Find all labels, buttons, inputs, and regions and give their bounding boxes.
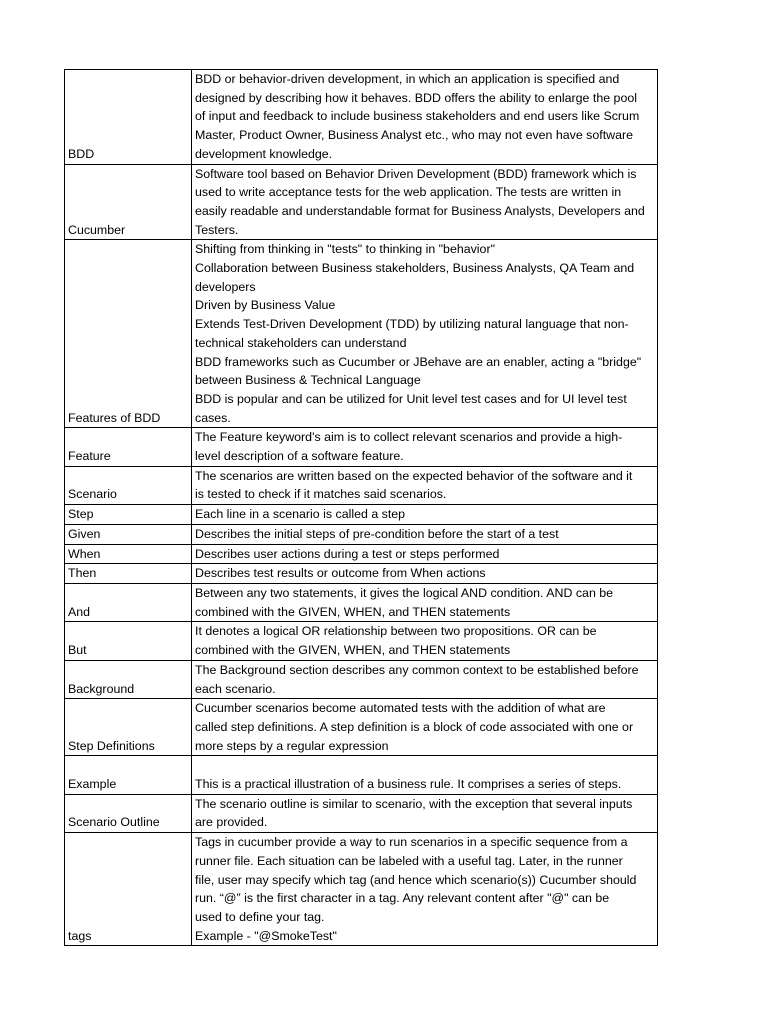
description-line: file, user may specify which tag (and hence which scenario(s)) Cucumber should [195,872,637,887]
glossary-table [64,69,658,946]
term-cell: tags [65,833,192,946]
description-line: designed by describing how it behaves. BDD offers the ability to enlarge the pool [195,90,637,105]
table-row [65,544,658,564]
table-row [65,240,658,428]
description-line: BDD is popular and can be utilized for Unit level test cases and for UI level test [195,391,627,406]
term-cell: And [65,583,192,621]
description-line: The Background section describes any common context to be established before [195,662,639,677]
term-cell: Example [65,756,192,794]
description-cell [192,622,658,660]
description-line: more steps by a regular expression [195,738,389,753]
description-line: Describes test results or outcome from When actions [195,566,486,581]
description-line: combined with the GIVEN, WHEN, and THEN statements [195,643,511,658]
description-line: Between any two statements, it gives the logical AND condition. AND can be [195,585,614,600]
description-line: between Business & Technical Language [195,373,421,388]
term-cell: Background [65,660,192,698]
description-cell [192,524,658,544]
description-line: each scenario. [195,681,276,696]
description-line: Software tool based on Behavior Driven Development (BDD) framework which is [195,166,637,181]
term-cell: But [65,622,192,660]
glossary-table-body [65,70,658,946]
description-line: used to define your tag. [195,909,325,924]
description-line: run. “@” is the first character in a tag. Any relevant content after "@" can be [195,891,610,906]
description-line: level description of a software feature. [195,449,404,464]
description-cell [192,833,658,946]
description-cell [192,544,658,564]
description-line: Cucumber scenarios become automated tests with the addition of what are [195,701,606,716]
description-line: This is a practical illustration of a business rule. It comprises a series of steps. [195,777,622,792]
description-line: Extends Test-Driven Development (TDD) by utilizing natural language that non- [195,317,629,332]
description-cell [192,699,658,756]
description-line: easily readable and understandable format for Business Analysts, Developers and [195,203,645,218]
description-cell [192,428,658,466]
table-row [65,428,658,466]
description-cell [192,164,658,240]
table-row [65,524,658,544]
term-cell: Given [65,524,192,544]
description-line: Testers. [195,222,239,237]
description-line: BDD or behavior-driven development, in which an application is specified and [195,72,620,86]
description-cell [192,240,658,428]
description-line: The scenario outline is similar to scenario, with the exception that several inputs [195,796,633,811]
term-cell: Step [65,505,192,525]
description-line: cases. [195,410,231,425]
description-line: BDD frameworks such as Cucumber or JBehave are an enabler, acting a "bridge" [195,354,642,369]
description-line [195,756,654,775]
table-row [65,505,658,525]
table-row [65,70,658,165]
table-row [65,164,658,240]
description-line: combined with the GIVEN, WHEN, and THEN statements [195,604,511,619]
table-row [65,699,658,756]
term-cell: Cucumber [65,164,192,240]
table-row [65,583,658,621]
table-row [65,660,658,698]
description-line: Master, Product Owner, Business Analyst etc., who may not even have software [195,128,634,143]
table-row [65,622,658,660]
term-cell: Then [65,564,192,584]
table-row [65,833,658,946]
description-line: Tags in cucumber provide a way to run scenarios in a specific sequence from a [195,835,628,850]
description-cell [192,660,658,698]
term-cell: Step Definitions [65,699,192,756]
description-line: The Feature keyword's aim is to collect relevant scenarios and provide a high- [195,430,623,445]
description-line: developers [195,279,256,294]
term-cell: Scenario Outline [65,794,192,832]
description-cell [192,70,658,165]
description-cell [192,564,658,584]
description-line: It denotes a logical OR relationship between two propositions. OR can be [195,624,597,639]
description-line: Driven by Business Value [195,298,336,313]
table-row [65,564,658,584]
term-cell: When [65,544,192,564]
description-cell [192,505,658,525]
description-line: Shifting from thinking in "tests" to thinking in "behavior" [195,242,495,257]
term-cell: Scenario [65,466,192,504]
description-line: Example - "@SmokeTest" [195,928,337,943]
description-cell [192,756,658,794]
term-cell: BDD [65,70,192,165]
description-line: called step definitions. A step definition is a block of code associated with one or [195,719,634,734]
description-line: used to write acceptance tests for the web application. The tests are written in [195,185,622,200]
description-line: technical stakeholders can understand [195,335,407,350]
description-line: development knowledge. [195,146,333,161]
table-row [65,756,658,794]
table-row [65,794,658,832]
description-line: of input and feedback to include business stakeholders and end users like Scrum [195,109,640,124]
term-cell: Feature [65,428,192,466]
description-cell [192,466,658,504]
description-line: Each line in a scenario is called a step [195,507,406,522]
table-row [65,466,658,504]
description-line: The scenarios are written based on the expected behavior of the software and it [195,468,633,483]
description-line: runner file. Each situation can be labeled with a useful tag. Later, in the runner [195,853,623,868]
description-line: are provided. [195,815,268,830]
description-line: Describes the initial steps of pre-condition before the start of a test [195,526,559,541]
description-cell [192,583,658,621]
description-line: is tested to check if it matches said scenarios. [195,487,447,502]
description-line: Describes user actions during a test or steps performed [195,546,500,561]
term-cell: Features of BDD [65,240,192,428]
description-line: Collaboration between Business stakeholders, Business Analysts, QA Team and [195,261,635,276]
description-cell [192,794,658,832]
